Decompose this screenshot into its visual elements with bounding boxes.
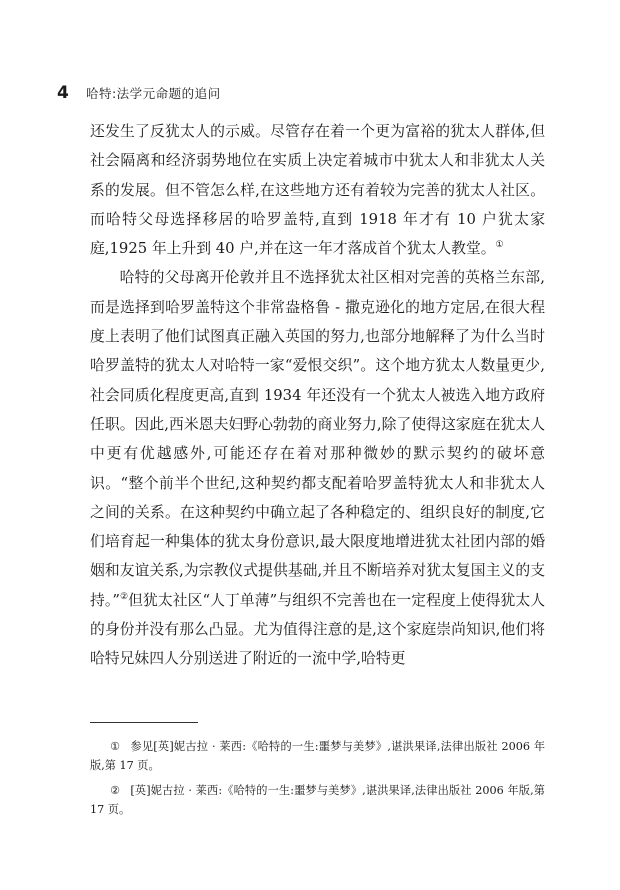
page-number: 4 <box>57 82 69 103</box>
footnote-ref-2[interactable]: ② <box>119 591 129 602</box>
running-title: 哈特:法学元命题的追问 <box>85 85 221 101</box>
paragraph-2 <box>90 263 545 673</box>
paragraph-1-text: 还发生了反犹太人的示威。尽管存在着一个更为富裕的犹太人群体,但社会隔离和经济弱势地位在实质上决定着城市中犹太人和非犹太人关系的发展。但不管怎么样,在这些地方还有着较为完善的犹太人社区。而哈特父母选择移居的哈罗盖特,直到 1918 年才有 10 户犹太家庭,1925 年上升到 40 户,并在这一年才落成首个犹太人教堂。 <box>90 123 545 258</box>
body-text <box>90 117 545 674</box>
footnote-ref-1[interactable]: ① <box>495 240 504 251</box>
paragraph-2-continuation: 但犹太社区“人丁单薄”与组织不完善也在一定程度上使得犹太人的身份并没有那么凸显。尤为值得注意的是,这个家庭崇尚知识,他们将哈特兄妹四人分别送进了附近的一流中学,哈特更 <box>90 591 545 668</box>
footnote-2 <box>90 781 545 819</box>
footnote-divider <box>90 722 198 723</box>
footnote-1-text: 参见[英]妮古拉 · 莱西:《哈特的一生:噩梦与美梦》,谌洪果译,法律出版社 2006 年版,第 17 页。 <box>90 740 546 772</box>
page-header <box>57 82 221 104</box>
footnote-2-text: [英]妮古拉 · 莱西:《哈特的一生:噩梦与美梦》,谌洪果译,法律出版社 2006 年版,第 17 页。 <box>90 784 545 816</box>
footnote-1 <box>90 737 545 775</box>
footnotes <box>90 737 545 825</box>
footnote-1-marker: ① <box>110 740 121 753</box>
paragraph-2-text: 哈特的父母离开伦敦并且不选择犹太社区相对完善的英格兰东部,而是选择到哈罗盖特这个非常盎格鲁 - 撒克逊化的地方定居,在很大程度上表明了他们试图真正融入英国的努力,也部分地解释了为什么当时哈罗盖特的犹太人对哈特一家“爱恨交织”。这个地方犹太人数量更少,社会同质化程度更高,直到 1934 年还没有一个犹太人被选入地方政府任职。因此,西米恩夫妇野心勃勃的商业努力,除了使得这家庭在犹太人中更有优越感外,可能还存在着对那种微妙的默示契约的破坏意识。“整个前半个世纪,这种契约都支配着哈罗盖特犹太人和非犹太人之间的关系。在这种契约中确立起了各种稳定的、组织良好的制度,它们培育起一种集体的犹太身份意识,最大限度地增进犹太社团内部的婚姻和友谊关系,为宗教仪式提供基础,并且不断培养对犹太复国主义的支持。” <box>90 269 545 609</box>
paragraph-1 <box>90 117 545 263</box>
footnote-2-marker: ② <box>110 784 121 797</box>
